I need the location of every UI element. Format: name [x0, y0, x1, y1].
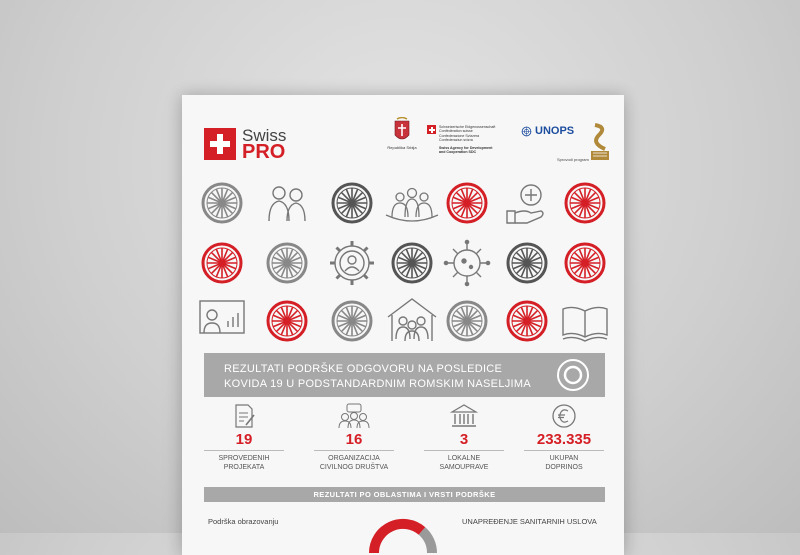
wheel-gray-icon	[268, 244, 306, 282]
stat-label: UKUPAN	[549, 455, 579, 462]
stat-label: CIVILNOG DRUŠTVA	[319, 464, 389, 471]
stat-value: 233.335	[536, 431, 592, 448]
areas-subbanner: REZULTATI PO OBLASTIMA I VRSTI PODRŠKE	[204, 487, 605, 502]
banner-title-line2: KOVIDA 19 U PODSTANDARDNIM ROMSKIM NASELJIMA	[224, 378, 531, 390]
stat-label: ORGANIZACIJA	[328, 455, 380, 462]
confederation-line: Confederazione Svizzera	[439, 133, 480, 138]
wheel-gray-icon	[203, 184, 241, 222]
confederation-line: Confederaziun svizra	[439, 138, 473, 143]
program-caption: Sprovodi program	[557, 157, 589, 162]
serbia-caption: Republika Srbija	[387, 145, 417, 150]
stat-value: 16	[345, 431, 363, 448]
icon-grid	[182, 95, 624, 555]
wheel-dark-icon	[508, 244, 546, 282]
stat-label: DOPRINOS	[545, 464, 583, 471]
donut-chart-partial	[368, 513, 438, 555]
health-hand-icon	[507, 185, 543, 223]
wheel-red-icon	[203, 244, 241, 282]
infographic-sheet	[182, 95, 624, 555]
logo-pro-text: PRO	[242, 141, 286, 163]
sdc-line: Swiss Agency for Development	[439, 145, 493, 150]
confederation-line: Schweizerische Eidgenossenschaft	[439, 125, 496, 129]
wheel-red-icon	[566, 244, 604, 282]
sdc-line: and Cooperation SDC	[439, 150, 477, 155]
stat-label: LOKALNE	[447, 455, 481, 462]
area-label-sanitation: UNAPREĐENJE SANITARNIH USLOVA	[462, 517, 597, 526]
document-icon	[232, 403, 256, 429]
presentation-icon	[200, 301, 244, 333]
stat-label: SAMOUPRAVE	[439, 464, 489, 471]
wheel-dark-icon	[333, 184, 371, 222]
stat-organizations	[309, 403, 399, 472]
wheel-gray-icon	[333, 302, 371, 340]
stat-value: 19	[235, 431, 253, 448]
book-icon	[563, 307, 607, 341]
wheel-dark-icon	[393, 244, 431, 282]
people-icon	[269, 187, 305, 221]
building-icon	[449, 403, 479, 429]
area-label-education: Podrška obrazovanju	[208, 517, 279, 526]
confederation-line: Confédération suisse	[439, 129, 473, 134]
wheel-red-icon	[448, 184, 486, 222]
gear-person-icon	[330, 241, 374, 285]
results-banner	[204, 353, 605, 397]
stat-municipalities	[419, 403, 509, 472]
stat-label: SPROVEDENIH	[218, 455, 270, 462]
target-icon	[555, 357, 591, 393]
wheel-red-icon	[566, 184, 604, 222]
wheel-red-icon	[508, 302, 546, 340]
stat-value: 3	[459, 431, 469, 448]
wheel-red-icon	[268, 302, 306, 340]
logo-swiss-text: Swiss	[242, 126, 287, 145]
virus-icon	[444, 240, 489, 285]
community-house-icon	[388, 299, 436, 341]
euro-icon	[551, 403, 577, 429]
banner-title-line1: REZULTATI PODRŠKE ODGOVORU NA POSLEDICE	[224, 363, 503, 375]
stat-projects	[199, 403, 289, 472]
stat-label: PROJEKATA	[223, 464, 265, 471]
wheel-gray-icon	[448, 302, 486, 340]
stat-contribution	[519, 403, 609, 472]
people-chat-icon	[337, 403, 371, 429]
group-icon	[386, 189, 438, 222]
unops-text: UNOPS	[535, 125, 575, 137]
